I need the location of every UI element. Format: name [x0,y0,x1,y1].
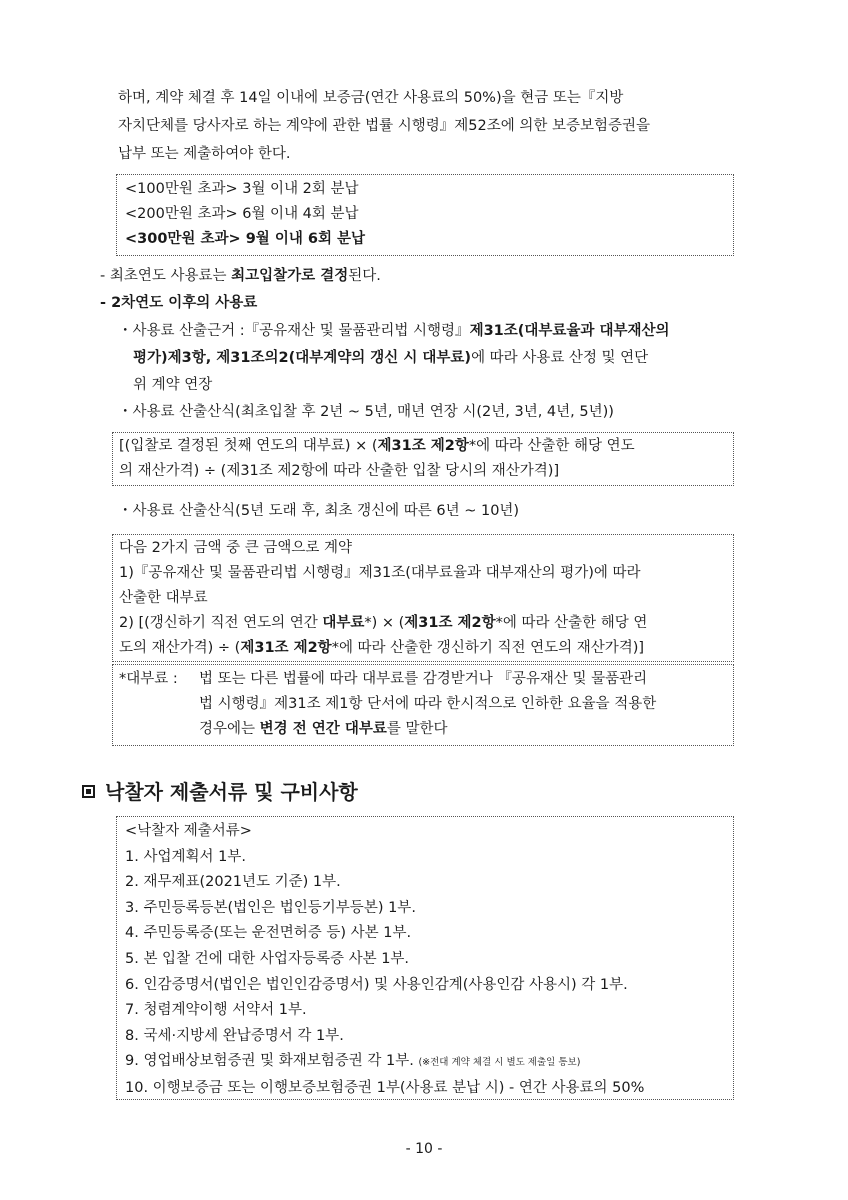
basis-line-3 [133,372,212,398]
formula2-title [118,498,519,524]
section-title-text: 낙찰자 제출서류 및 구비사항 [105,780,358,804]
section-title [82,776,358,805]
footnote-part: 경우에는 [199,721,260,737]
formula1-box [112,432,734,486]
basis-line-2 [133,345,648,371]
intro-line: 하며, 계약 체결 후 14일 이내에 보증금(연간 사용료의 50%)을 현금 또는『지방 [118,90,624,106]
formula1-part: [(입찰로 결정된 첫째 연도의 대부료) × ( [119,438,378,454]
footnote-line: 법 또는 다른 법률에 따라 대부료를 감경받거나 『공유재산 및 물품관리 [199,671,648,687]
document-item: 7. 청렴계약이행 서약서 1부. [125,1002,307,1019]
document-item: 2. 재무제표(2021년도 기준) 1부. [125,874,341,891]
formula2-bold: 대부료 [322,615,365,631]
intro-paragraph [118,84,778,168]
intro-line: 납부 또는 제출하여야 한다. [118,146,291,162]
formula2-part: *) × ( [364,615,405,631]
formula1-part: *에 따라 산출한 해당 연도 [468,438,635,454]
formula2-line: 1)『공유재산 및 물품관리법 시행령』제31조(대부료율과 대부재산의 평가)에 따라 [119,565,641,581]
formula2-bold: 제31조 제2항 [404,615,496,631]
first-year-line [100,264,381,288]
formula2-part: *에 따라 산출한 갱신하기 직전 연도의 재산가격)] [331,640,645,656]
first-year-prefix: - 최초연도 사용료는 [100,268,232,284]
basis-line-1 [118,318,670,344]
page-number: - 10 - [405,1141,443,1157]
formula2-title-text: ・사용료 산출산식(5년 도래 후, 최초 갱신에 따른 6년 ~ 10년) [118,503,520,519]
basis-suffix: 에 따라 사용료 산정 및 연단 [471,350,649,366]
document-item: 5. 본 입찰 건에 대한 사업자등록증 사본 1부. [125,950,410,967]
formula2-bold: 제31조 제2항 [240,640,332,656]
formula1-bold: 제31조 제2항 [377,438,469,454]
basis-prefix: ・사용료 산출근거 :『공유재산 및 물품관리법 시행령』 [118,323,470,339]
footnote-body [199,667,656,742]
first-year-bold: 최고입찰가로 결정 [231,268,349,284]
formula1-title [118,399,614,425]
intro-line: 자치단체를 당사자로 하는 계약에 관한 법률 시행령』제52조에 의한 보증보험증권을 [118,118,651,134]
basis-bold-1: 제31조(대부료율과 대부재산의 [469,323,670,339]
document-item-9: 9. 영업배상보험증권 및 화재보험증권 각 1부. [125,1053,414,1070]
document-item: 4. 주민등록증(또는 운전면허증 등) 사본 1부. [125,925,412,942]
documents-box [116,816,734,1100]
square-bullet-icon [82,785,95,798]
basis-bold-2: 평가)제3항, 제31조의2(대부계약의 갱신 시 대부료) [133,350,472,366]
formula2-box [112,534,734,662]
installment-line: <100만원 초과> 3월 이내 2회 분납 [125,181,359,197]
footnote-line [199,717,656,742]
footnote-box [112,664,734,746]
document-item-9-note: (※전대 계약 체결 시 별도 제출일 통보) [418,1057,581,1069]
footnote-bold: 변경 전 연간 대부료 [259,721,387,737]
formula1-box-line-2: 의 재산가격) ÷ (제31조 제2항에 따라 산출한 입찰 당시의 재산가격)] [119,463,560,479]
formula2-line: 다음 2가지 금액 중 큰 금액으로 계약 [119,540,352,556]
basis-line-3-text: 위 계약 연장 [133,377,213,393]
second-year-text: - 2차연도 이후의 사용료 [100,295,258,311]
document-item: 8. 국세·지방세 완납증명서 각 1부. [125,1027,344,1044]
formula1-box-line-1 [119,434,727,459]
footnote-label: *대부료 : [119,671,178,687]
formula2-line [119,636,727,661]
first-year-suffix: 된다. [348,268,381,284]
footnote-part: 를 말한다 [386,721,448,737]
formula2-line [119,611,727,636]
formula2-part: 도의 재산가격) ÷ ( [119,640,241,656]
documents-header: <낙찰자 제출서류> [125,823,252,839]
second-year-line [100,291,257,315]
installment-box [116,174,734,256]
document-item: 10. 이행보증금 또는 이행보증보험증권 1부(사용료 분납 시) - 연간 사용료의 50% [125,1079,645,1096]
formula2-line: 산출한 대부료 [119,590,208,606]
installment-line: <200만원 초과> 6월 이내 4회 분납 [125,206,359,222]
document-item [125,1049,725,1076]
document-item: 3. 주민등록등본(법인은 법인등기부등본) 1부. [125,899,416,916]
installment-line-bold: <300만원 초과> 9월 이내 6회 분납 [125,231,366,247]
document-item: 1. 사업계획서 1부. [125,848,246,865]
formula1-title-text: ・사용료 산출산식(최초입찰 후 2년 ~ 5년, 매년 연장 시(2년, 3년, 4년, 5년)) [118,404,614,420]
formula2-part: *에 따라 산출한 해당 연 [495,615,648,631]
document-item: 6. 인감증명서(법인은 법인인감증명서) 및 사용인감계(사용인감 사용시) 각 1부. [125,976,628,993]
footnote-line: 법 시행령』제31조 제1항 단서에 따라 한시적으로 인하한 요율을 적용한 [199,696,657,712]
formula2-part: 2) [(갱신하기 직전 연도의 연간 [119,615,323,631]
